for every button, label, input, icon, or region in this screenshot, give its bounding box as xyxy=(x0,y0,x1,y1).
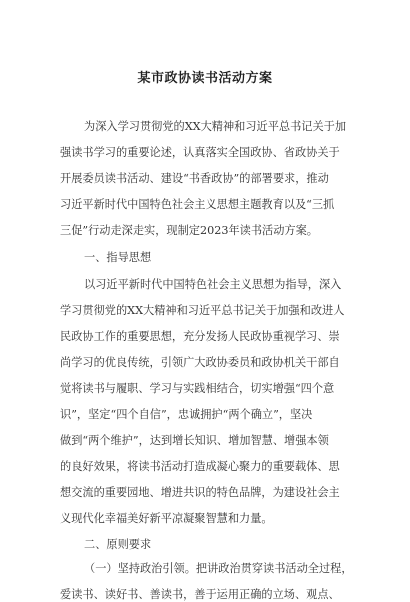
paragraph-line: 以习近平新时代中国特色社会主义思想为指导，深入 xyxy=(84,278,342,291)
paragraph-line: 学习贯彻党的XX大精神和习近平总书记关于加强和改进人 xyxy=(60,304,345,317)
paragraph-line: 觉将读书与履职、学习与实践相结合，切实增强“四个意 xyxy=(60,382,335,395)
paragraph-line: 识”，坚定“四个自信”，忠诚拥护“两个确立”，坚决 xyxy=(60,408,313,421)
paragraph-line: 开展委员读书活动、建设“书香政协”的部署要求，推动 xyxy=(60,172,329,185)
paragraph-line: 为深入学习贯彻党的XX大精神和习近平总书记关于加 xyxy=(84,120,347,133)
section-heading: 一、指导思想 xyxy=(84,251,152,264)
paragraph-line: 民政协工作的重要思想，充分发扬人民政协重视学习、崇 xyxy=(60,330,340,343)
section-heading: 二、原则要求 xyxy=(84,538,152,551)
paragraph-line: 三促”行动走深走实，现制定2023年读书活动方案。 xyxy=(60,224,318,237)
paragraph-line: 尚学习的优良传统，引领广大政协委员和政协机关干部自 xyxy=(60,356,340,369)
paragraph-line: （一）坚持政治引领。把讲政治贯穿读书活动全过程， xyxy=(84,562,353,575)
document-title: 某市政协读书活动方案 xyxy=(137,71,273,86)
paragraph-line: 强读书学习的重要论述，认真落实全国政协、省政协关于 xyxy=(60,146,340,159)
paragraph-line: 做到“两个维护”，达到增长知识、增加智慧、增强本领 xyxy=(60,434,329,447)
paragraph-line: 习近平新时代中国特色社会主义思想主题教育以及“三抓 xyxy=(60,198,335,211)
paragraph-line: 的良好效果，将读书活动打造成凝心聚力的重要载体、思 xyxy=(60,460,340,473)
paragraph-line: 义现代化幸福美好新平凉凝聚智慧和力量。 xyxy=(60,512,273,525)
paragraph-line: 想交流的重要园地、增进共识的特色品牌，为建设社会主 xyxy=(60,486,340,499)
paragraph-line: 爱读书、读好书、善读书，善于运用正确的立场、观点、 xyxy=(60,588,340,601)
